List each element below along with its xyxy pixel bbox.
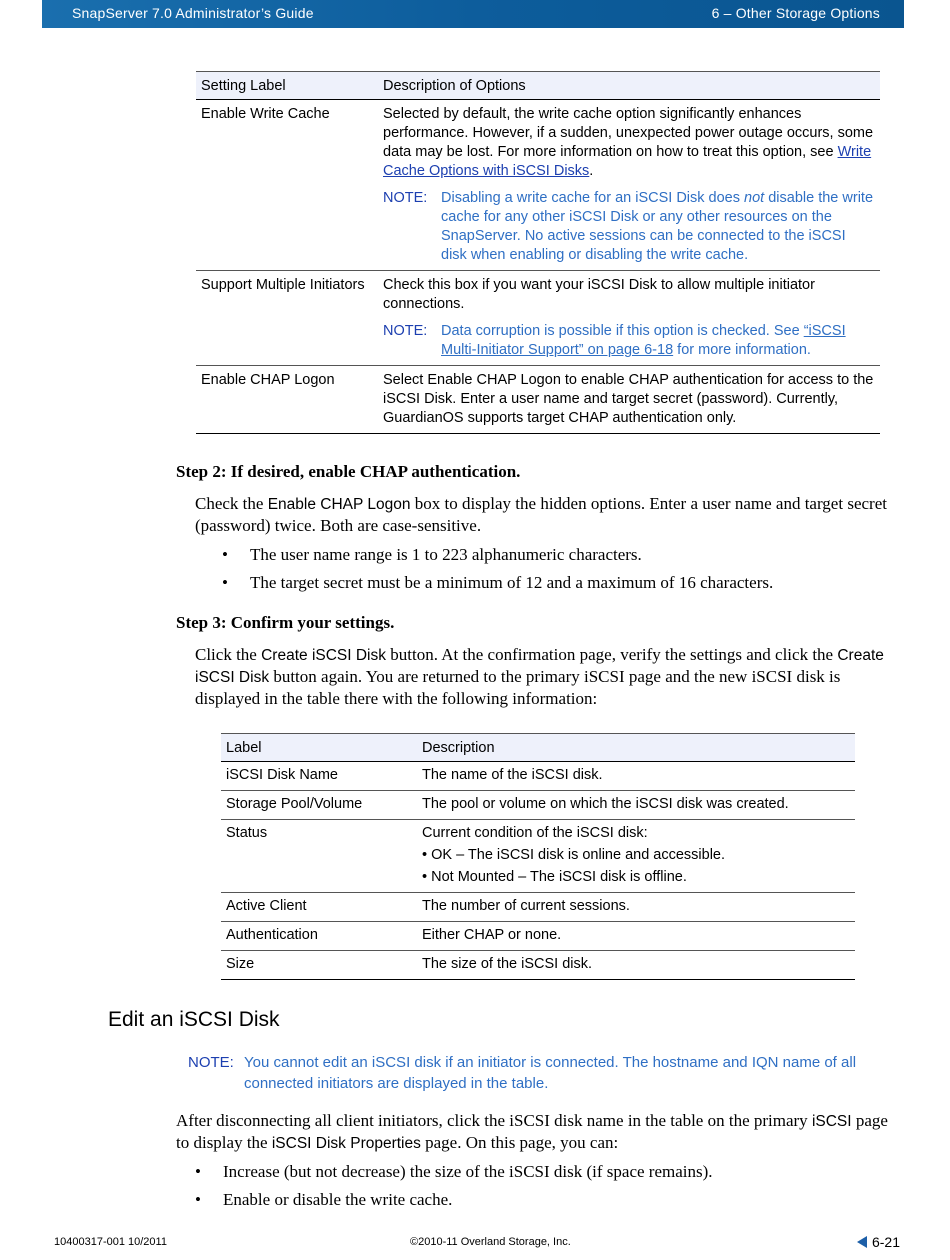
paragraph-text: page to display the <box>176 1111 888 1152</box>
row-description: The name of the iSCSI disk. <box>417 762 855 791</box>
description-text: Selected by default, the write cache option significantly enhances performance. However, if a sudden, unexpected power outage occurs, some data may be lost. For more information on how to treat this option, see <box>383 106 874 160</box>
section-note <box>188 1052 888 1094</box>
row-description: Select Enable CHAP Logon to enable CHAP authentication for access to the iSCSI Disk. Enter a user name and target secret (password). Currently, GuardianOS supports target CHAP authentication only. <box>378 366 880 434</box>
row-description: Either CHAP or none. <box>417 922 855 951</box>
write-cache-options-link[interactable]: Write Cache Options with iSCSI Disks <box>383 144 872 179</box>
row-description <box>417 820 855 893</box>
paragraph-text: After disconnecting all client initiators, click the iSCSI disk name in the table on the primary <box>176 1111 812 1130</box>
table-row <box>221 820 855 893</box>
row-label: iSCSI Disk Name <box>221 762 417 791</box>
bullet-icon: • <box>222 545 228 564</box>
paragraph-text: Click the <box>195 645 262 664</box>
ui-term: iSCSI Disk Properties <box>271 1135 421 1152</box>
table-row <box>221 762 855 791</box>
bullet-icon: • <box>195 1190 201 1209</box>
table-row <box>221 893 855 922</box>
paragraph-text: button again. You are returned to the primary iSCSI page and the new iSCSI disk is displayed in the table there with the following information: <box>195 667 841 708</box>
note <box>383 189 875 265</box>
bullet-icon: • <box>222 573 228 592</box>
row-description <box>378 100 880 271</box>
ui-term: Create iSCSI Disk <box>261 647 387 664</box>
header-chapter-title: 6 – Other Storage Options <box>711 5 880 21</box>
status-item <box>422 846 850 865</box>
bullet-icon: • <box>195 1162 201 1181</box>
row-label: Authentication <box>221 922 417 951</box>
note-label: NOTE: <box>188 1054 234 1071</box>
ui-term: Enable CHAP Logon <box>267 496 411 513</box>
bullet-icon: • <box>422 847 432 863</box>
column-header: Setting Label <box>196 72 378 100</box>
row-description: The number of current sessions. <box>417 893 855 922</box>
step-2-paragraph <box>195 493 900 536</box>
page-header <box>42 0 904 28</box>
header-guide-title: SnapServer 7.0 Administrator’s Guide <box>72 5 314 21</box>
page-number-text: 6-21 <box>871 1234 900 1250</box>
column-header: Label <box>221 734 417 762</box>
paragraph-text: box to display the hidden options. Enter a user name and target secret (password) twice. Both are case-sensitive. <box>195 494 887 535</box>
table-row <box>196 100 880 271</box>
table-row <box>221 791 855 820</box>
row-label: Size <box>221 951 417 980</box>
status-term: OK <box>431 847 453 863</box>
note-text-part: disable the write cache for any other iSCSI Disk or any other resources on the SnapServer. No active sessions can be connected to the iSCSI disk when enabling or disabling the write cache. <box>441 190 874 263</box>
options-table <box>196 71 880 434</box>
status-term: Not Mounted <box>431 869 515 885</box>
page-number <box>857 1234 900 1250</box>
iscsi-info-table <box>221 733 855 980</box>
note-label: NOTE: <box>383 190 428 206</box>
list-item-text: Enable or disable the write cache. <box>223 1190 453 1209</box>
note-emphasis: not <box>744 190 765 206</box>
description-text: Check this box if you want your iSCSI Disk to allow multiple initiator connections. <box>383 277 815 312</box>
paragraph-text: button. At the confirmation page, verify the settings and click the <box>386 645 838 664</box>
status-text: – The iSCSI disk is offline. <box>514 869 687 885</box>
row-label: Active Client <box>221 893 417 922</box>
note-text-part: Data corruption is possible if this option is checked. See <box>441 323 804 339</box>
ui-term: Create iSCSI Disk <box>195 647 884 686</box>
description-text: Current condition of the iSCSI disk: <box>422 825 648 841</box>
table-header-row <box>196 72 880 100</box>
status-text: – The iSCSI disk is online and accessible. <box>452 847 726 863</box>
ui-term: iSCSI <box>811 1113 852 1130</box>
list-item-text: The target secret must be a minimum of 12 and a maximum of 16 characters. <box>250 573 774 592</box>
row-label: Support Multiple Initiators <box>196 271 378 366</box>
table-row <box>221 951 855 980</box>
section-paragraph <box>176 1110 900 1154</box>
row-label: Enable Write Cache <box>196 100 378 271</box>
multi-initiator-support-link[interactable]: “iSCSI Multi-Initiator Support” on page 6-18 <box>441 323 846 358</box>
row-description: The pool or volume on which the iSCSI disk was created. <box>417 791 855 820</box>
footer-copyright: ©2010-11 Overland Storage, Inc. <box>410 1236 571 1248</box>
column-header: Description of Options <box>378 72 880 100</box>
note-text-part: Disabling a write cache for an iSCSI Disk does <box>441 190 745 206</box>
note <box>383 322 875 360</box>
step-2-heading: Step 2: If desired, enable CHAP authentication. <box>176 462 521 481</box>
note-text-part: for more information. <box>673 342 811 358</box>
column-header: Description <box>417 734 855 762</box>
table-row <box>221 922 855 951</box>
note-text <box>441 189 875 265</box>
row-label: Status <box>221 820 417 893</box>
list-item-text: Increase (but not decrease) the size of the iSCSI disk (if space remains). <box>223 1162 713 1181</box>
table-row <box>196 366 880 434</box>
row-description: The size of the iSCSI disk. <box>417 951 855 980</box>
table-row <box>196 271 880 366</box>
step-3-paragraph <box>195 644 900 709</box>
row-label: Storage Pool/Volume <box>221 791 417 820</box>
section-heading: Edit an iSCSI Disk <box>108 1008 280 1031</box>
note-text: You cannot edit an iSCSI disk if an initiator is connected. The hostname and IQN name of all connected initiators are displayed in the table. <box>244 1054 857 1092</box>
paragraph-text: page. On this page, you can: <box>420 1133 619 1152</box>
note-label: NOTE: <box>383 323 428 339</box>
list-item-text: The user name range is 1 to 223 alphanumeric characters. <box>250 545 642 564</box>
note-text <box>441 322 875 360</box>
paragraph-text: Check the <box>195 494 268 513</box>
bullet-icon: • <box>422 869 432 885</box>
step-3-heading: Step 3: Confirm your settings. <box>176 613 395 632</box>
row-description <box>378 271 880 366</box>
footer-doc-id: 10400317-001 10/2011 <box>54 1236 167 1248</box>
description-text: . <box>589 163 594 179</box>
status-item <box>422 868 850 887</box>
previous-page-arrow-icon[interactable] <box>857 1236 867 1248</box>
row-label: Enable CHAP Logon <box>196 366 378 434</box>
table-header-row <box>221 734 855 762</box>
